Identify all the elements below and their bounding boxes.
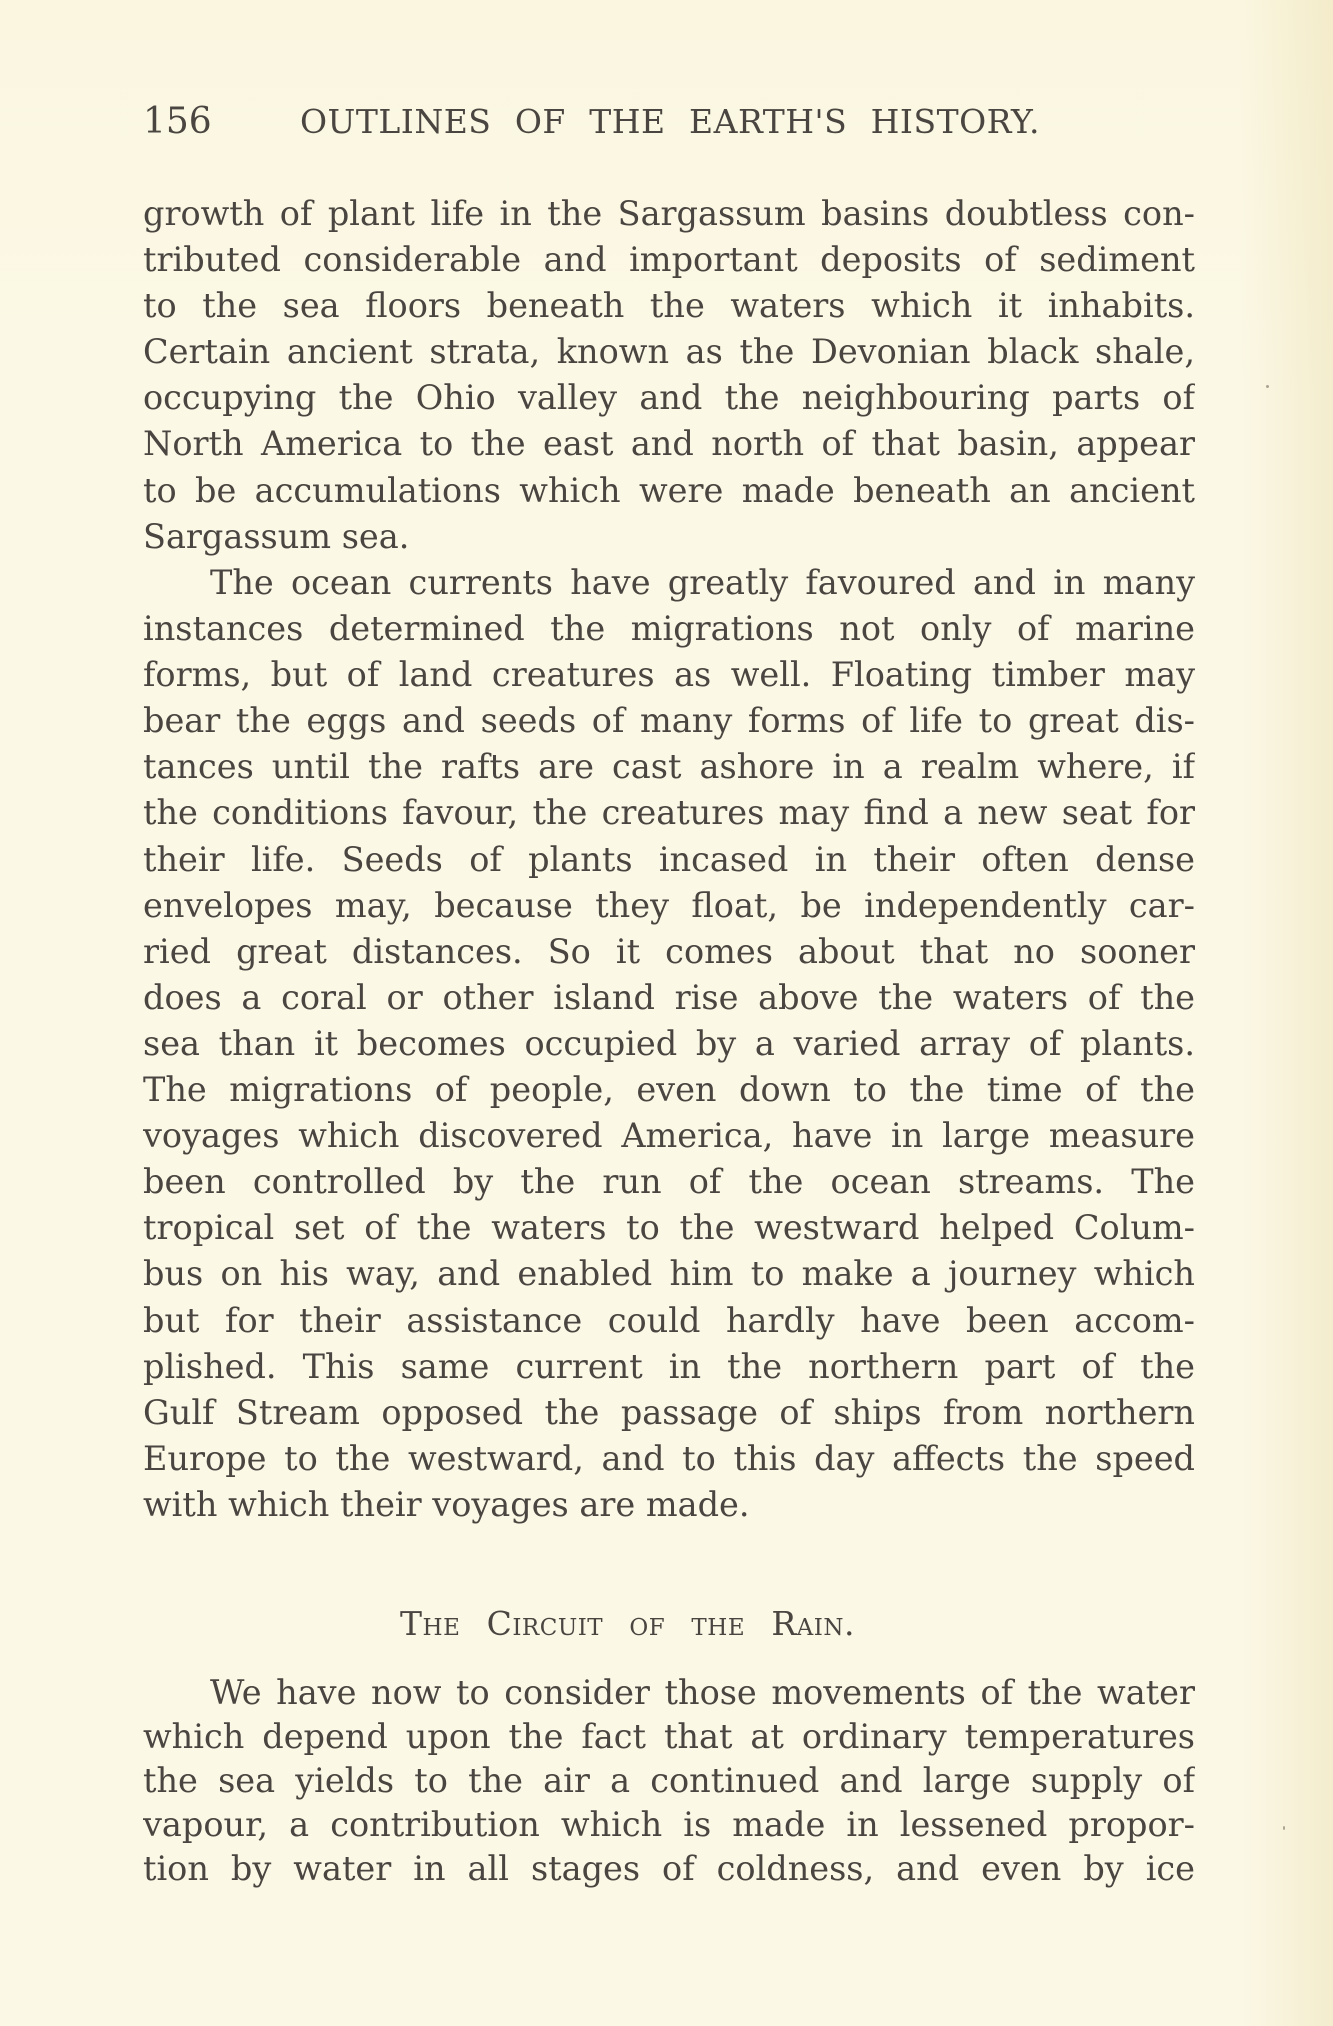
text-line: tropical set of the waters to the westward helped Colum- [143,1208,1195,1248]
text-line: growth of plant life in the Sargassum basins doubtless con- [143,194,1195,233]
text-line: The ocean currents have greatly favoured and in many [210,563,1195,602]
section-heading: The Circuit of the Rain. [400,1604,855,1643]
text-line: to be accumulations which were made beneath an ancient [143,470,1195,510]
text-line: ried great distances. So it comes about that no sooner [143,931,1195,971]
text-line: tances until the rafts are cast ashore in a realm where, if [143,747,1195,787]
text-line: occupying the Ohio valley and the neighbouring parts of [143,378,1195,418]
text-line: their life. Seeds of plants incased in their often dense [143,839,1195,879]
text-line: North America to the east and north of that basin, appear [143,424,1195,464]
text-line: vapour, a contribution which is made in lessened propor- [143,1805,1195,1844]
text-line: to the sea floors beneath the waters which it inhabits. [143,286,1195,326]
running-head [143,100,1043,144]
text-line: but for their assistance could hardly have been accom- [143,1300,1195,1340]
text-line: with which their voyages are made. [143,1484,750,1524]
text-line: Gulf Stream opposed the passage of ships from northern [143,1392,1195,1432]
text-line: instances determined the migrations not only of marine [143,609,1195,649]
paper-speck [1283,1826,1285,1830]
text-line: forms, but of land creatures as well. Floating timber may [143,655,1195,695]
running-head-title: OUTLINES OF THE EARTH'S HISTORY. [300,102,1040,141]
text-line: Europe to the westward, and to this day affects the speed [143,1438,1195,1478]
text-line: tributed considerable and important deposits of sediment [143,240,1195,280]
text-line: Certain ancient strata, known as the Devonian black shale, [143,332,1195,372]
paragraph-2 [143,560,1195,1528]
page-number: 156 [143,101,212,142]
text-line: the sea yields to the air a continued and large supply of [143,1761,1195,1800]
text-line: does a coral or other island rise above the waters of the [143,977,1195,1017]
text-line: We have now to consider those movements of the water [210,1673,1195,1712]
text-line: voyages which discovered America, have in large measure [143,1116,1195,1156]
text-line: tion by water in all stages of coldness, and even by ice [143,1849,1195,1888]
text-line: The migrations of people, even down to the time of the [143,1070,1195,1110]
paragraph-1 [143,191,1195,560]
paragraph-3 [143,1671,1195,1891]
text-line: bus on his way, and enabled him to make a journey which [143,1254,1195,1294]
text-line: been controlled by the run of the ocean streams. The [143,1162,1195,1202]
text-line: Sargassum sea. [143,516,410,556]
text-line: the conditions favour, the creatures may find a new seat for [143,793,1195,833]
paper-speck [1266,385,1269,388]
text-line: bear the eggs and seeds of many forms of life to great dis- [143,701,1195,741]
text-line: envelopes may, because they float, be independently car- [143,885,1195,925]
text-line: sea than it becomes occupied by a varied array of plants. [143,1023,1195,1063]
text-line: which depend upon the fact that at ordinary temperatures [143,1717,1195,1756]
text-line: plished. This same current in the northern part of the [143,1346,1195,1386]
